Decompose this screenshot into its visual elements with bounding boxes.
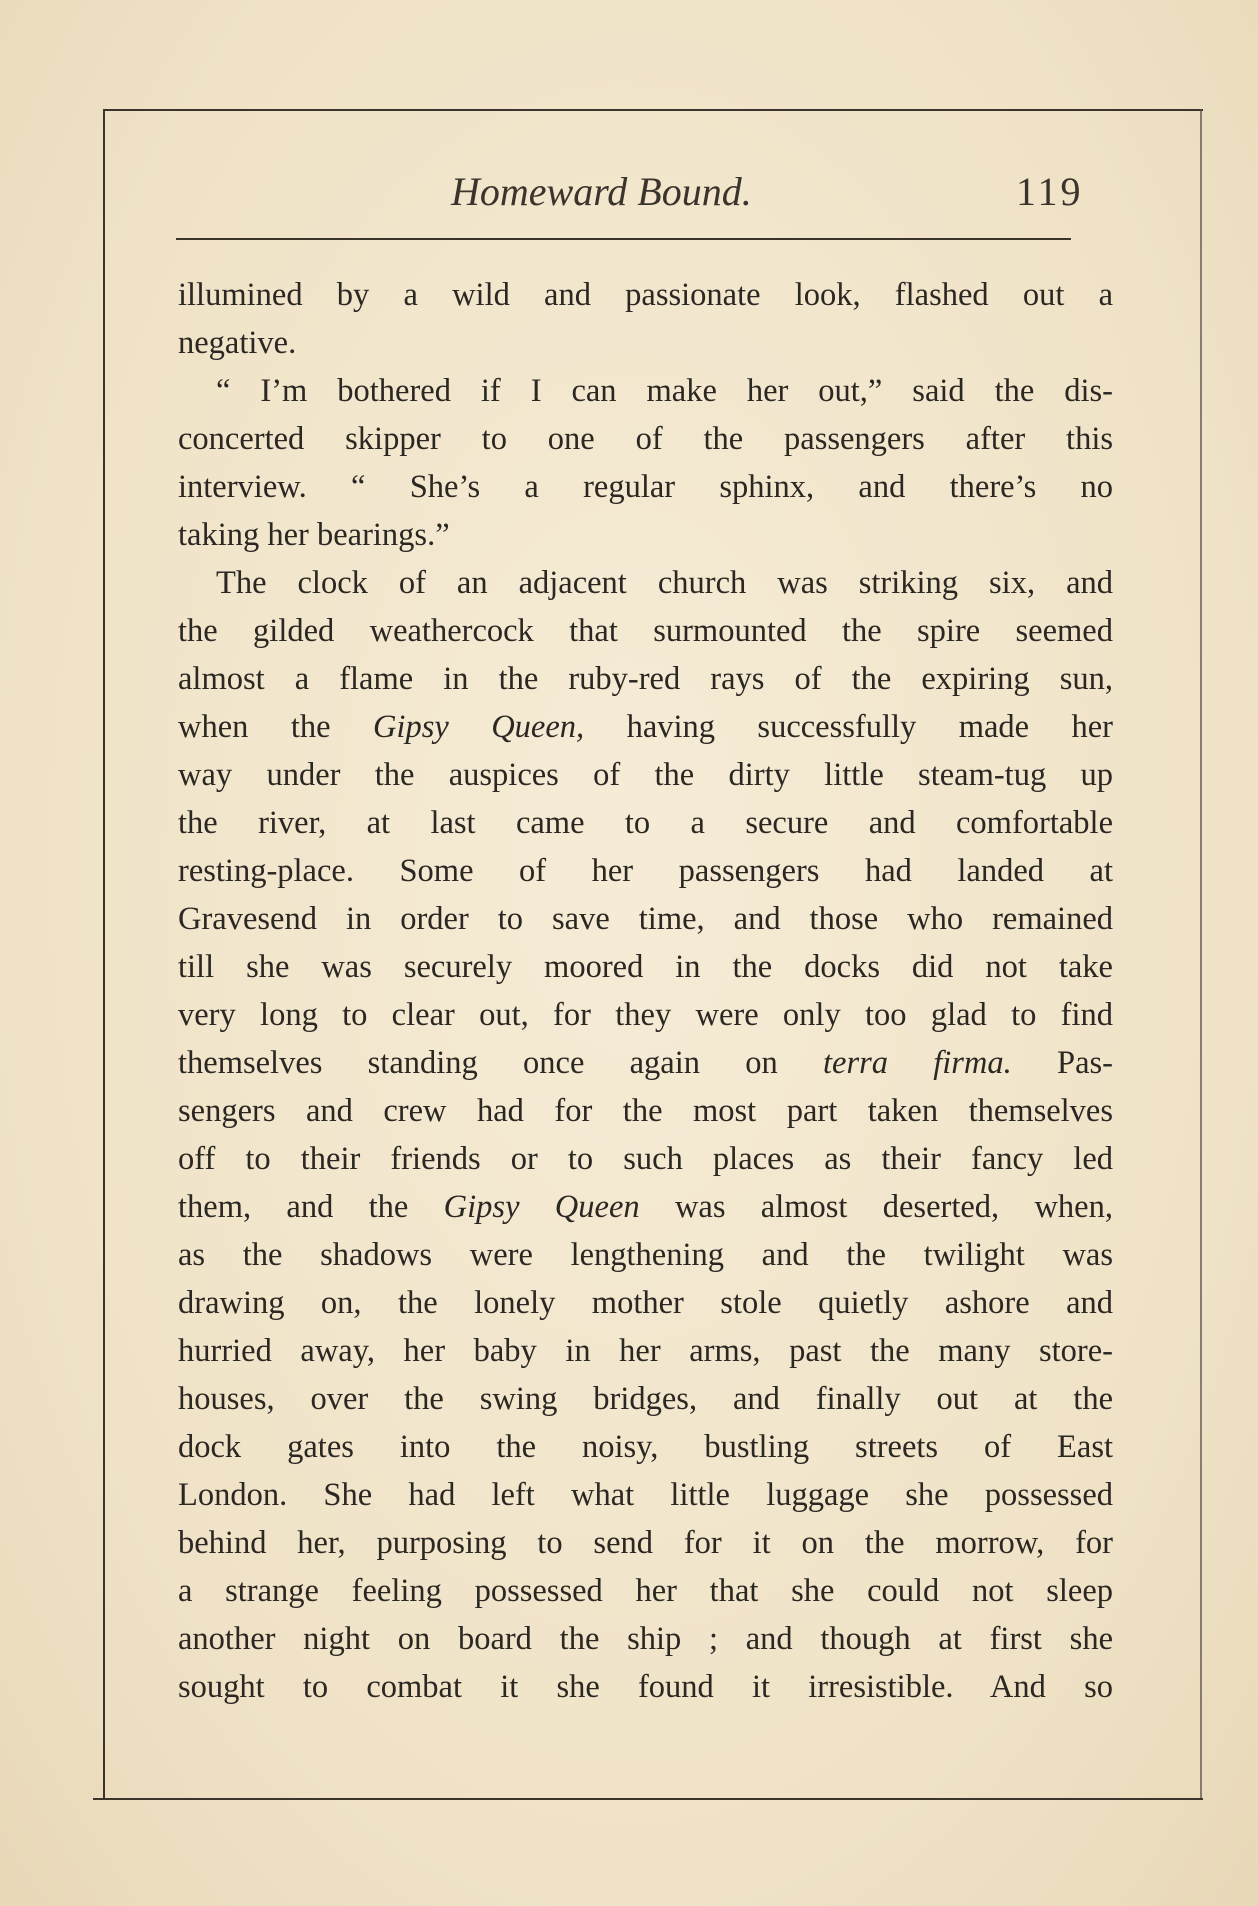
text-span: having successfully made her	[626, 709, 1113, 745]
frame-right-rule	[1200, 109, 1202, 1799]
text-line: the river, at last came to a secure and comfortable	[178, 805, 1113, 841]
body-text	[178, 271, 1113, 1711]
text-line: interview. “ She’s a regular sphinx, and there’s no	[178, 469, 1113, 505]
running-head	[176, 168, 1106, 218]
text-line	[178, 1183, 1113, 1231]
header-rule	[176, 238, 1071, 240]
text-line: concerted skipper to one of the passengers after this	[178, 421, 1113, 457]
text-line: resting-place. Some of her passengers had landed at	[178, 853, 1113, 889]
frame-bottom-rule	[93, 1798, 1203, 1800]
text-span: them, and the	[178, 1189, 409, 1225]
text-line: very long to clear out, for they were only too glad to find	[178, 997, 1113, 1033]
text-line: houses, over the swing bridges, and finally out at the	[178, 1381, 1113, 1417]
text-line: as the shadows were lengthening and the twilight was	[178, 1237, 1113, 1273]
frame-left-rule	[103, 109, 105, 1799]
text-line: way under the auspices of the dirty little steam-tug up	[178, 757, 1113, 793]
latin-phrase: terra firma.	[822, 1045, 1012, 1081]
text-line: off to their friends or to such places as their fancy led	[178, 1141, 1113, 1177]
text-line: till she was securely moored in the docks did not take	[178, 949, 1113, 985]
text-line: another night on board the ship ; and though at first she	[178, 1621, 1113, 1657]
text-line: almost a flame in the ruby-red rays of the expiring sun,	[178, 661, 1113, 697]
text-line: the gilded weathercock that surmounted the spire seemed	[178, 613, 1113, 649]
text-line: sought to combat it she found it irresistible. And so	[178, 1669, 1113, 1705]
text-line: taking her bearings.”	[178, 517, 450, 553]
text-line: dock gates into the noisy, bustling streets of East	[178, 1429, 1113, 1465]
text-line: hurried away, her baby in her arms, past the many store-	[178, 1333, 1113, 1369]
text-line: The clock of an adjacent church was striking six, and	[216, 565, 1113, 601]
text-line: behind her, purposing to send for it on the morrow, for	[178, 1525, 1113, 1561]
text-line: drawing on, the lonely mother stole quietly ashore and	[178, 1285, 1113, 1321]
text-line: Gravesend in order to save time, and those who remained	[178, 901, 1113, 937]
text-span: themselves standing once again on	[178, 1045, 778, 1081]
text-line: illumined by a wild and passionate look, flashed out a	[178, 277, 1113, 313]
ship-name: Gipsy Queen	[443, 1189, 640, 1225]
text-span: Pas-	[1057, 1045, 1114, 1081]
running-title: Homeward Bound.	[451, 169, 752, 214]
text-line: negative.	[178, 325, 297, 361]
text-line: sengers and crew had for the most part taken themselves	[178, 1093, 1113, 1129]
text-span: was almost deserted, when,	[674, 1189, 1113, 1225]
text-line	[178, 703, 1113, 751]
frame-top-rule	[103, 109, 1203, 111]
text-line	[178, 1039, 1113, 1087]
text-line: London. She had left what little luggage she possessed	[178, 1477, 1113, 1513]
ship-name: Gipsy Queen,	[372, 709, 585, 745]
text-line: a strange feeling possessed her that she could not sleep	[178, 1573, 1113, 1609]
text-line: “ I’m bothered if I can make her out,” said the dis-	[216, 373, 1113, 409]
page-number: 119	[1016, 169, 1084, 214]
text-span: when the	[178, 709, 331, 745]
